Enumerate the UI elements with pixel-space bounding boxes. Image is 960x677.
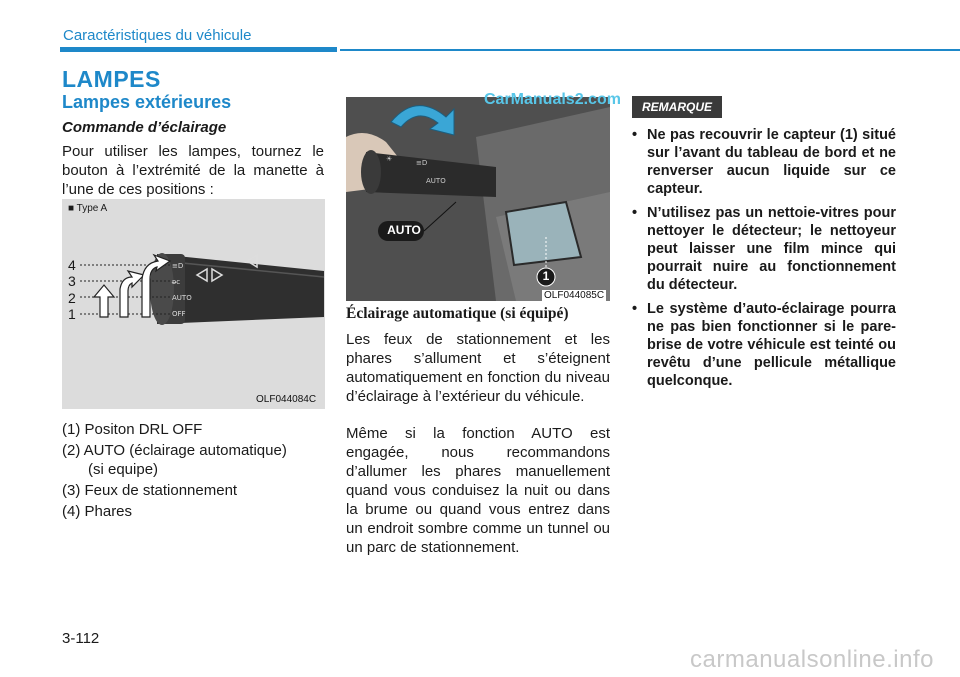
header-section-title: Caractéristiques du véhicule [63, 27, 252, 44]
position-number-3: 3 [68, 273, 76, 289]
page-title: LAMPES [62, 66, 161, 92]
intro-text: Pour utiliser les lampes, tournez le bouton à l’extrémité de la manette à l’une de ces positions : [62, 143, 324, 198]
svg-text:☀: ☀ [386, 155, 393, 163]
stalk-figure [62, 199, 325, 409]
list-item: • N’utilisez pas un nettoie-vitres pour nettoyer le détecteur; le nettoyeur peut laisser une film mince qui pourrait nuire au fonctionnement du détecteur. [632, 205, 896, 293]
list-item: (1) Positon DRL OFF [62, 421, 203, 438]
subheading: Lampes extérieures [62, 92, 232, 112]
list-item: (4) Phares [62, 503, 133, 520]
auto-paragraph-2: Même si la fonction AUTO est engagée, nous recommandons d’allumer les phares manuellement quand vous conduisez la nuit ou dans la brume ou quand vous entrez dans un endroit sombre comme un tunnel ou un parc de stationnement. [346, 425, 610, 556]
auto-badge-label: AUTO [387, 223, 421, 237]
type-a-label: ■ Type A [68, 203, 108, 214]
page-number: 3-112 [62, 630, 100, 647]
figure-caption-right: OLF044085C [544, 290, 605, 301]
command-heading: Commande d’éclairage [62, 119, 227, 136]
auto-paragraph-1: Les feux de stationnement et les phares s’allument et s’éteignent automatiquement en fonction du niveau d’éclairage à l’extérieur du véhicule. [346, 331, 610, 405]
position-number-4: 4 [68, 257, 76, 273]
top-watermark: CarManuals2.com [484, 91, 621, 108]
svg-text:AUTO: AUTO [172, 294, 192, 302]
remarque-notes [630, 126, 896, 396]
positions-list [62, 420, 326, 523]
figure-caption-left: OLF044084C [256, 394, 317, 405]
svg-text:AUTO: AUTO [426, 177, 446, 185]
position-number-2: 2 [68, 290, 76, 306]
footer-watermark: carmanualsonline.info [690, 646, 934, 673]
list-item: • Le système d’auto-éclairage pourra ne pas bien fonctionner si le pare-brise de votre véhicule est teinté ou revêtu d’une pellicule métallique quelconque. [632, 301, 896, 389]
remarque-badge: REMARQUE [632, 96, 722, 118]
list-item: (2) AUTO (éclairage automatique) (si equipe) [62, 442, 287, 478]
svg-text:≡D: ≡D [416, 159, 428, 167]
list-item: (3) Feux de stationnement [62, 482, 238, 499]
auto-section-heading: Éclairage automatique (si équipé) [346, 305, 569, 322]
sensor-figure [346, 97, 610, 301]
header-rule [340, 49, 960, 51]
list-item: • Ne pas recouvrir le capteur (1) situé sur l’avant du tableau de bord et ne renverser aucun liquide sur ce capteur. [632, 127, 896, 197]
position-number-1: 1 [68, 306, 76, 322]
svg-text:OFF: OFF [172, 310, 186, 318]
auto-section-text [346, 330, 610, 575]
svg-text:≡D: ≡D [172, 262, 184, 270]
svg-text:ᴅ̶ᴄ: ᴅ̶ᴄ [172, 278, 181, 286]
sensor-marker-label: 1 [542, 269, 550, 283]
header-bar [60, 47, 337, 52]
